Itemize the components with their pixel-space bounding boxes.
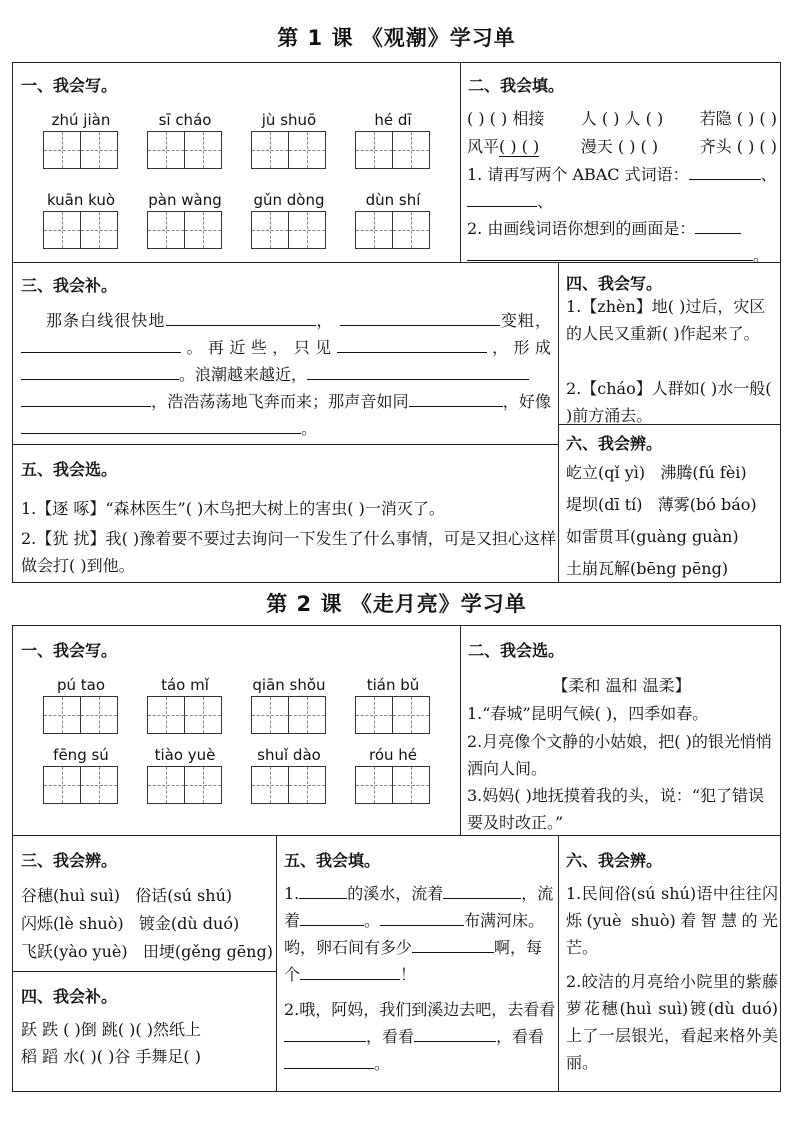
l1-fill-row1 xyxy=(467,105,777,132)
writing-cell[interactable] xyxy=(147,696,185,734)
stream-blank-3[interactable] xyxy=(300,908,364,926)
writing-cell[interactable] xyxy=(251,211,289,249)
scene-answer-2[interactable] xyxy=(467,243,753,261)
l2-word-7 xyxy=(251,746,327,804)
pinyin-label: shuǐ dào xyxy=(257,746,321,764)
l2-word-4 xyxy=(355,676,431,734)
writing-cell[interactable] xyxy=(43,131,81,169)
writing-cell[interactable] xyxy=(147,131,185,169)
l2-word-1 xyxy=(43,676,119,734)
stream-blank-5[interactable] xyxy=(412,935,494,953)
writing-cell[interactable] xyxy=(147,766,185,804)
idiom-blank-2[interactable]: 人 ( ) 人 ( ) xyxy=(580,109,664,128)
pinyin-label: pú tao xyxy=(56,676,106,694)
l2-word-6 xyxy=(147,746,223,804)
pinyin-label: fēng sú xyxy=(53,746,109,764)
l2-choose-q1[interactable]: 1.“春城”昆明气候( )，四季如春。 xyxy=(467,704,709,723)
pinyin-label: dùn shí xyxy=(365,191,421,209)
writing-cell[interactable] xyxy=(355,696,393,734)
writing-cell[interactable] xyxy=(288,766,326,804)
l1-write2-q1[interactable]: 1.【zhèn】地( )过后，灾区的人民又重新( )作起来了。 xyxy=(566,297,766,343)
writing-cell[interactable] xyxy=(184,696,222,734)
l1-choose-q2[interactable]: 2.【犹 扰】我( )豫着要不要过去询问一下发生了什么事情，可是又担心这样做会打( )到他。 xyxy=(21,529,556,575)
look-blank-1[interactable] xyxy=(284,1024,366,1042)
stream-blank-4[interactable] xyxy=(380,908,464,926)
l2-distinguish-row1[interactable]: 谷穗(huì suì) 俗话(sú shú) xyxy=(21,886,233,905)
writing-cell[interactable] xyxy=(184,766,222,804)
writing-cell[interactable] xyxy=(80,131,118,169)
writing-cell[interactable] xyxy=(392,131,430,169)
l2-distinguish-heading: 三、我会辨。 xyxy=(21,851,118,870)
writing-cell[interactable] xyxy=(184,131,222,169)
pinyin-label: sī cháo xyxy=(158,111,212,129)
l1-supplement-heading: 三、我会补。 xyxy=(21,276,118,295)
look-blank-3[interactable] xyxy=(284,1051,374,1069)
l1-distinguish-row4[interactable]: 土崩瓦解(bēng pēng) xyxy=(566,559,729,578)
l2-word-8 xyxy=(355,746,431,804)
pinyin-label: gǔn dòng xyxy=(253,191,325,209)
l1-write2-heading: 四、我会写。 xyxy=(566,274,663,293)
l2-write-section xyxy=(12,625,461,836)
l1-word-6 xyxy=(147,191,223,249)
l2-fill-q1: 1. 的溪水，流着 ，流着 。 布满河床。哟，卵石间有多少 啊，每个 ！ xyxy=(284,880,556,988)
pinyin-label: qiān shǒu xyxy=(252,676,326,694)
l1-supplement-passage: 那条白线很快地 ， 变粗，。再近些，只见 ，形成。浪潮越来越近， ，浩浩荡荡地飞奔而来；那声音如同 ，好像。 xyxy=(21,307,551,442)
passage-blank-6[interactable] xyxy=(307,362,529,380)
l2-choose-options: 【柔和 温和 温柔】 xyxy=(552,676,691,695)
l2-word-3 xyxy=(251,676,327,734)
l2-supplement-section xyxy=(12,971,277,1092)
lesson1-title: 第 1 课 《观潮》学习单 xyxy=(277,26,516,50)
scene-answer-1[interactable] xyxy=(695,216,741,234)
stream-blank-1[interactable] xyxy=(299,881,347,899)
l2-choose-q3[interactable]: 3.妈妈( )地抚摸着我的头，说：“犯了错误要及时改正。” xyxy=(467,786,765,832)
writing-cell[interactable] xyxy=(43,766,81,804)
passage-blank-8[interactable] xyxy=(409,389,503,407)
l2-choose-heading: 二、我会选。 xyxy=(468,641,565,660)
pinyin-label: tiào yuè xyxy=(154,746,216,764)
l2-distinguish2-heading: 六、我会辨。 xyxy=(566,851,663,870)
l2-distinguish2-section xyxy=(558,835,781,1092)
pinyin-label: táo mǐ xyxy=(161,676,209,694)
l1-fill-row2 xyxy=(467,133,777,160)
l1-choose-heading: 五、我会选。 xyxy=(21,460,118,479)
writing-cell[interactable] xyxy=(251,696,289,734)
writing-cell[interactable] xyxy=(80,766,118,804)
l1-fill-q2: 2. 由画线词语你想到的画面是： 。 xyxy=(467,215,769,269)
writing-cell[interactable] xyxy=(355,766,393,804)
l2-distinguish2-q2[interactable]: 2.皎洁的月亮给小院里的紫藤萝花穗(huì suì)镀(dù duó)上了一层银光，看起来格外美丽。 xyxy=(566,972,778,1072)
writing-cell[interactable] xyxy=(43,211,81,249)
l1-write2-section xyxy=(558,262,781,425)
l1-distinguish-heading: 六、我会辨。 xyxy=(566,434,663,453)
writing-cell[interactable] xyxy=(288,211,326,249)
l1-fill-section xyxy=(460,62,781,263)
l1-supplement-section xyxy=(12,262,559,445)
idiom-blank-5[interactable]: 漫天 ( ) ( ) xyxy=(580,137,659,156)
l1-distinguish-row3[interactable]: 如雷贯耳(guàng guàn) xyxy=(566,527,739,546)
lesson2-title: 第 2 课 《走月亮》学习单 xyxy=(266,592,527,616)
l1-word-8 xyxy=(355,191,431,249)
writing-cell[interactable] xyxy=(392,696,430,734)
l1-write-heading: 一、我会写。 xyxy=(21,76,118,95)
pinyin-label: jù shuō xyxy=(261,111,317,129)
writing-cell[interactable] xyxy=(355,131,393,169)
idiom-blank-4[interactable]: 风平( ) ( ) xyxy=(467,137,540,156)
l1-word-4 xyxy=(355,111,431,169)
l1-distinguish-section xyxy=(558,424,781,583)
writing-cell[interactable] xyxy=(251,766,289,804)
passage-blank-7[interactable] xyxy=(21,389,151,407)
l2-write-heading: 一、我会写。 xyxy=(21,641,118,660)
l2-distinguish-row3[interactable]: 飞跃(yào yuè) 田埂(gěng gēng) xyxy=(21,942,273,961)
l2-distinguish-row2[interactable]: 闪烁(lè shuò) 镀金(dù duó) xyxy=(21,914,240,933)
writing-cell[interactable] xyxy=(288,696,326,734)
l1-word-7 xyxy=(251,191,327,249)
l1-word-2 xyxy=(147,111,223,169)
l2-distinguish2-q1[interactable]: 1.民间俗(sú shú)语中往往闪烁(yuè shuò)着智慧的光芒。 xyxy=(566,884,778,957)
l1-fill-heading: 二、我会填。 xyxy=(468,76,565,95)
l2-word-5 xyxy=(43,746,119,804)
passage-blank-4[interactable] xyxy=(337,335,487,353)
l2-choose-q2[interactable]: 2.月亮像个文静的小姑娘，把( )的银光悄悄洒向人间。 xyxy=(467,732,772,778)
look-blank-2[interactable] xyxy=(414,1024,496,1042)
passage-blank-5[interactable] xyxy=(21,362,179,380)
abac-answer-2[interactable] xyxy=(467,189,537,207)
writing-cell[interactable] xyxy=(392,211,430,249)
l2-fill-q2: 2.哦，阿妈，我们到溪边去吧，去看看，看看 ，看看。 xyxy=(284,1000,556,1073)
writing-cell[interactable] xyxy=(355,211,393,249)
l2-fill-heading: 五、我会填。 xyxy=(284,851,381,870)
passage-blank-1[interactable] xyxy=(166,308,316,326)
l1-distinguish-row2[interactable]: 堤坝(dī tí) 薄雾(bó báo) xyxy=(566,495,757,514)
idiom-blank-1[interactable]: ( ) ( ) 相接 xyxy=(467,109,545,128)
pinyin-label: hé dī xyxy=(374,111,412,129)
l1-write-section xyxy=(12,62,461,263)
writing-cell[interactable] xyxy=(147,211,185,249)
idiom-blank-6[interactable]: 齐头 ( ) ( ) xyxy=(699,137,777,156)
passage-blank-2[interactable] xyxy=(340,308,500,326)
writing-cell[interactable] xyxy=(184,211,222,249)
abac-answer-1[interactable] xyxy=(689,162,761,180)
writing-cell[interactable] xyxy=(251,131,289,169)
writing-cell[interactable] xyxy=(288,131,326,169)
pinyin-label: róu hé xyxy=(368,746,418,764)
pinyin-label: zhú jiàn xyxy=(51,111,111,129)
l2-fill-section xyxy=(276,835,559,1092)
passage-blank-3[interactable] xyxy=(21,335,181,353)
pinyin-label: pàn wàng xyxy=(148,191,222,209)
l1-choose-q1[interactable]: 1.【逐 啄】“森林医生”( )木鸟把大树上的害虫( )一消灭了。 xyxy=(21,499,445,518)
l2-choose-section xyxy=(460,625,781,836)
writing-cell[interactable] xyxy=(80,696,118,734)
stream-blank-6[interactable] xyxy=(300,962,400,980)
l1-word-3 xyxy=(251,111,327,169)
l1-distinguish-row1[interactable]: 屹立(qǐ yì) 沸腾(fú fèi) xyxy=(566,463,747,482)
writing-cell[interactable] xyxy=(392,766,430,804)
passage-blank-9[interactable] xyxy=(21,416,301,434)
writing-cell[interactable] xyxy=(43,696,81,734)
l1-choose-section xyxy=(12,444,559,583)
pinyin-label: tián bǔ xyxy=(366,676,420,694)
l1-word-5 xyxy=(43,191,119,249)
l1-word-1 xyxy=(43,111,119,169)
l2-supplement-heading: 四、我会补。 xyxy=(21,987,118,1006)
l1-write2-q2[interactable]: 2.【cháo】人群如( )水一般( )前方涌去。 xyxy=(566,379,772,425)
l2-distinguish-section xyxy=(12,835,277,972)
l2-supplement-line2[interactable]: 稻 蹈 水( )( )谷 手舞足( ) xyxy=(21,1047,201,1066)
l2-word-2 xyxy=(147,676,223,734)
l2-supplement-line1[interactable]: 跃 跌 ( )倒 跳( )( )然纸上 xyxy=(21,1020,201,1039)
l1-fill-q1: 1. 请再写两个 ABAC 式词语： 、 、 xyxy=(467,161,777,215)
idiom-blank-3[interactable]: 若隐 ( ) ( ) xyxy=(699,109,777,128)
stream-blank-2[interactable] xyxy=(443,881,521,899)
writing-cell[interactable] xyxy=(80,211,118,249)
pinyin-label: kuān kuò xyxy=(46,191,116,209)
